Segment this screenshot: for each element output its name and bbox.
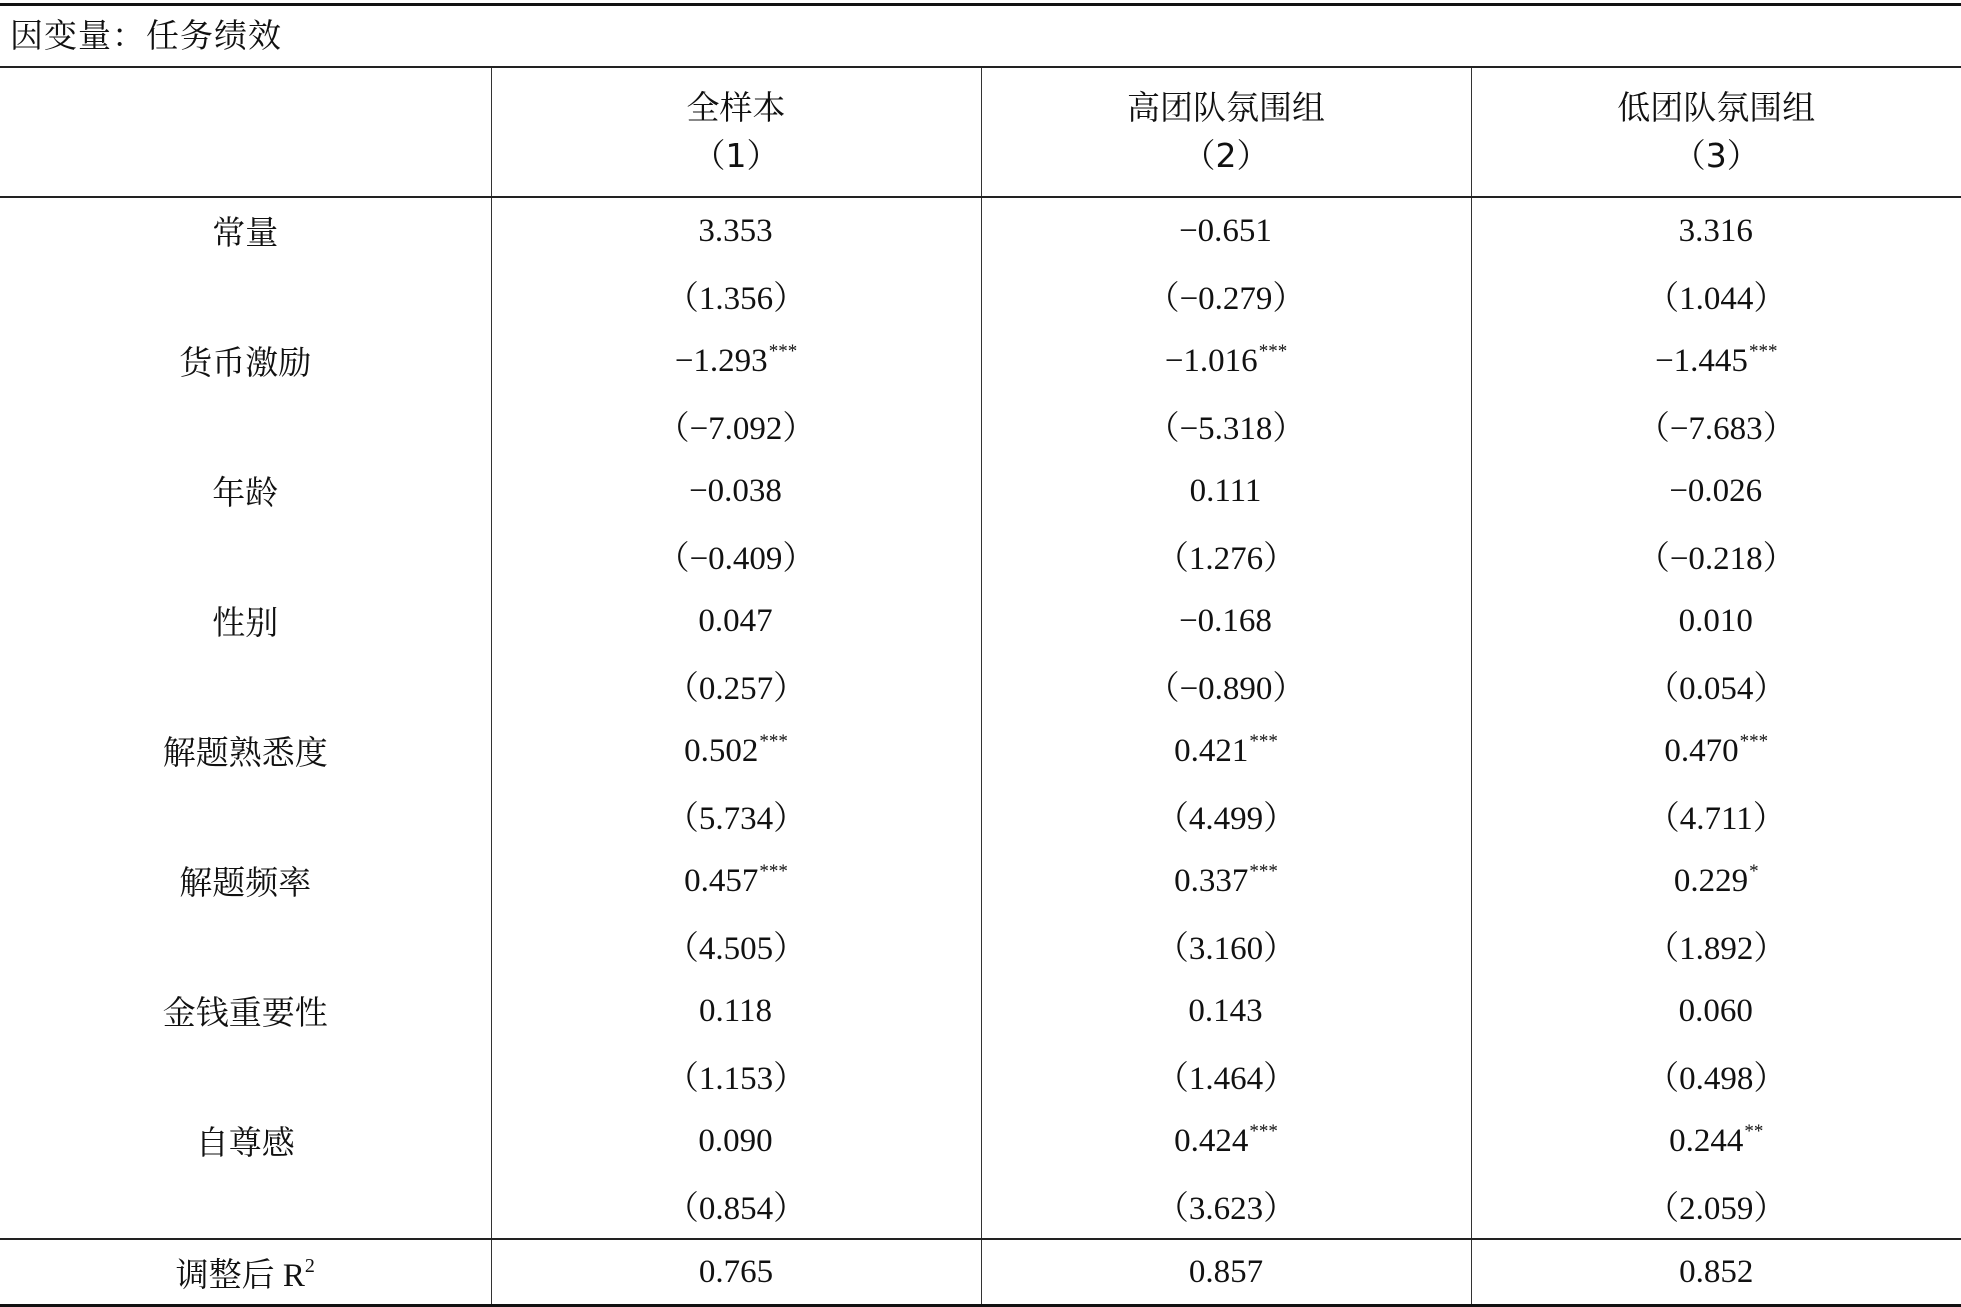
coefficient-cell (981, 978, 1471, 1043)
table-header-row (0, 67, 1961, 197)
coefficient-value: −0.168 (1179, 603, 1272, 639)
significance-marker: *** (1249, 861, 1278, 882)
t-statistic-row (0, 393, 1961, 458)
variable-label: 货币激励 (0, 328, 491, 393)
t-statistic-row (0, 783, 1961, 848)
blank-label-cell (0, 783, 491, 848)
variable-label: 解题熟悉度 (0, 718, 491, 783)
coefficient-cell (491, 848, 981, 913)
coefficient-cell (981, 1108, 1471, 1173)
coefficient-value: 0.421 (1174, 733, 1248, 769)
coefficient-cell (981, 718, 1471, 783)
blank-label-cell (0, 1173, 491, 1239)
coefficient-cell (981, 588, 1471, 653)
coefficient-cell (491, 197, 981, 263)
t-statistic-cell: （4.711） (1471, 783, 1961, 848)
column-header-full-sample (491, 67, 981, 197)
coefficient-cell (981, 328, 1471, 393)
coefficient-cell (981, 458, 1471, 523)
coefficient-cell (1471, 588, 1961, 653)
regression-results-table (0, 66, 1961, 1307)
coefficient-value: −0.038 (689, 473, 782, 509)
t-statistic-cell: （1.356） (491, 263, 981, 328)
coefficient-cell (491, 328, 981, 393)
coefficient-value: −1.016 (1165, 343, 1258, 379)
significance-marker: *** (759, 731, 788, 752)
t-statistic-row (0, 263, 1961, 328)
column-header-low-team-climate (1471, 67, 1961, 197)
coefficient-cell (1471, 1108, 1961, 1173)
significance-marker: *** (759, 861, 788, 882)
coefficient-value: 0.502 (684, 733, 758, 769)
coefficient-value: −1.293 (675, 343, 768, 379)
coefficient-value: 0.111 (1190, 473, 1262, 509)
coefficient-value: 0.337 (1174, 863, 1248, 899)
column-number: （1） (492, 132, 981, 180)
adjusted-r-squared-row (0, 1239, 1961, 1306)
coefficient-cell (1471, 978, 1961, 1043)
coefficient-value: −1.445 (1655, 343, 1748, 379)
coefficient-row (0, 588, 1961, 653)
t-statistic-cell: （1.892） (1471, 913, 1961, 978)
variable-label: 年龄 (0, 458, 491, 523)
significance-marker: ** (1744, 1121, 1763, 1142)
t-statistic-cell: （3.160） (981, 913, 1471, 978)
t-statistic-cell: （−0.890） (981, 653, 1471, 718)
t-statistic-cell: （1.276） (981, 523, 1471, 588)
coefficient-value: 3.316 (1679, 213, 1753, 249)
coefficient-cell (1471, 458, 1961, 523)
blank-label-cell (0, 393, 491, 458)
t-statistic-cell: （3.623） (981, 1173, 1471, 1239)
coefficient-value: 0.244 (1669, 1123, 1743, 1159)
r2-value-cell: 0.857 (981, 1239, 1471, 1306)
coefficient-value: 0.090 (698, 1123, 772, 1159)
coefficient-value: −0.026 (1669, 473, 1762, 509)
t-statistic-cell: （0.498） (1471, 1043, 1961, 1108)
significance-marker: *** (1249, 731, 1278, 752)
dependent-variable-caption: 因变量：任务绩效 (10, 10, 282, 62)
t-statistic-row (0, 523, 1961, 588)
t-statistic-cell: （4.499） (981, 783, 1471, 848)
significance-marker: *** (1249, 1121, 1278, 1142)
t-statistic-cell: （−5.318） (981, 393, 1471, 458)
top-rule (0, 3, 1961, 6)
t-statistic-row (0, 1043, 1961, 1108)
significance-marker: * (1749, 861, 1759, 882)
r2-superscript: 2 (305, 1255, 315, 1277)
coefficient-cell (491, 718, 981, 783)
variable-label: 性别 (0, 588, 491, 653)
coefficient-cell (1471, 718, 1961, 783)
t-statistic-cell: （1.044） (1471, 263, 1961, 328)
significance-marker: *** (769, 341, 798, 362)
column-header-high-team-climate (981, 67, 1471, 197)
t-statistic-cell: （5.734） (491, 783, 981, 848)
significance-marker: *** (1740, 731, 1769, 752)
t-statistic-cell: （1.464） (981, 1043, 1471, 1108)
coefficient-cell (491, 458, 981, 523)
coefficient-value: 0.143 (1188, 993, 1262, 1029)
coefficient-cell (491, 1108, 981, 1173)
t-statistic-cell: （0.854） (491, 1173, 981, 1239)
blank-label-cell (0, 1043, 491, 1108)
variable-label: 金钱重要性 (0, 978, 491, 1043)
significance-marker: *** (1749, 341, 1778, 362)
coefficient-row (0, 1108, 1961, 1173)
t-statistic-row (0, 1173, 1961, 1239)
coefficient-cell (1471, 328, 1961, 393)
t-statistic-cell: （1.153） (491, 1043, 981, 1108)
t-statistic-cell: （−0.279） (981, 263, 1471, 328)
t-statistic-cell: （−7.092） (491, 393, 981, 458)
coefficient-cell (981, 848, 1471, 913)
column-title: 全样本 (492, 84, 981, 132)
coefficient-row (0, 718, 1961, 783)
r2-label-text: 调整后 R (176, 1258, 305, 1294)
r2-value-cell: 0.765 (491, 1239, 981, 1306)
variable-label: 解题频率 (0, 848, 491, 913)
coefficient-row (0, 848, 1961, 913)
column-number: （2） (982, 132, 1471, 180)
coefficient-cell (981, 197, 1471, 263)
coefficient-value: 0.010 (1679, 603, 1753, 639)
t-statistic-cell: （4.505） (491, 913, 981, 978)
significance-marker: *** (1259, 341, 1288, 362)
t-statistic-cell: （0.054） (1471, 653, 1961, 718)
coefficient-cell (1471, 197, 1961, 263)
t-statistic-cell: （−7.683） (1471, 393, 1961, 458)
blank-label-cell (0, 523, 491, 588)
coefficient-row (0, 458, 1961, 523)
table-body (0, 197, 1961, 1306)
t-statistic-row (0, 913, 1961, 978)
coefficient-value: 0.229 (1674, 863, 1748, 899)
blank-label-cell (0, 263, 491, 328)
coefficient-cell (1471, 848, 1961, 913)
blank-label-cell (0, 653, 491, 718)
column-title: 低团队氛围组 (1472, 84, 1961, 132)
column-number: （3） (1472, 132, 1961, 180)
coefficient-value: 0.060 (1679, 993, 1753, 1029)
coefficient-value: 0.047 (698, 603, 772, 639)
t-statistic-row (0, 653, 1961, 718)
coefficient-cell (491, 588, 981, 653)
r2-value-cell: 0.852 (1471, 1239, 1961, 1306)
coefficient-value: 0.457 (684, 863, 758, 899)
coefficient-cell (491, 978, 981, 1043)
t-statistic-cell: （2.059） (1471, 1173, 1961, 1239)
variable-label: 自尊感 (0, 1108, 491, 1173)
t-statistic-cell: （0.257） (491, 653, 981, 718)
coefficient-value: −0.651 (1179, 213, 1272, 249)
coefficient-value: 0.118 (699, 993, 772, 1029)
t-statistic-cell: （−0.409） (491, 523, 981, 588)
header-blank-cell (0, 67, 491, 197)
coefficient-row (0, 328, 1961, 393)
blank-label-cell (0, 913, 491, 978)
coefficient-value: 0.470 (1664, 733, 1738, 769)
coefficient-value: 0.424 (1174, 1123, 1248, 1159)
coefficient-value: 3.353 (698, 213, 772, 249)
variable-label: 常量 (0, 197, 491, 263)
column-title: 高团队氛围组 (982, 84, 1471, 132)
coefficient-row (0, 197, 1961, 263)
variable-label (0, 1239, 491, 1306)
t-statistic-cell: （−0.218） (1471, 523, 1961, 588)
coefficient-row (0, 978, 1961, 1043)
